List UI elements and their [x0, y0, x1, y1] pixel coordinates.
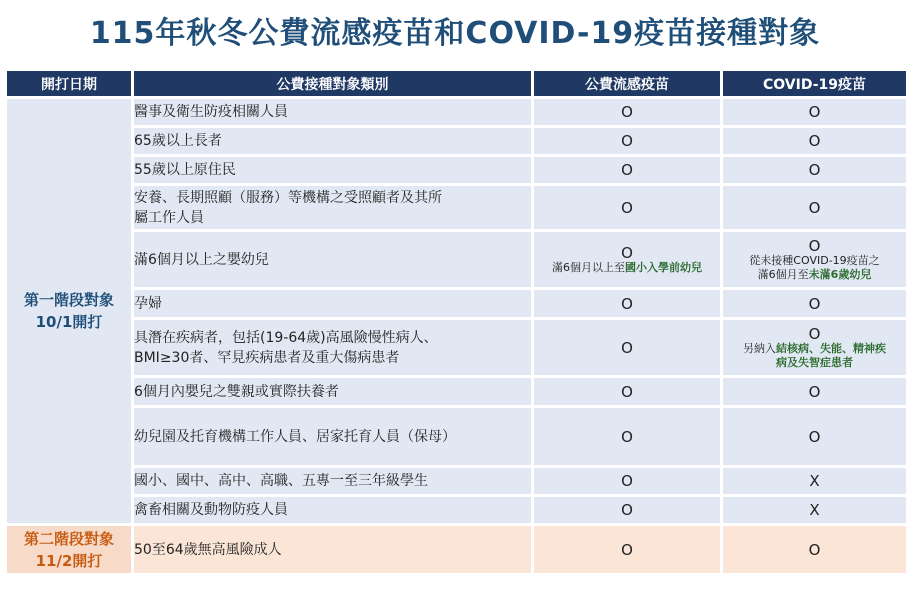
covid-mark: O [722, 289, 908, 319]
category-cell: 50至64歲無高風險成人 [133, 525, 533, 575]
category-cell: 國小、國中、高中、高職、五專一至三年級學生 [133, 467, 533, 496]
covid-mark: O [722, 377, 908, 407]
covid-note [723, 254, 906, 282]
covid-mark: O [722, 127, 908, 156]
table-row [6, 319, 908, 377]
table-row [6, 407, 908, 467]
header-covid: COVID-19疫苗 [722, 70, 908, 98]
header-row [6, 70, 908, 98]
phase1-label: 第一階段對象 [23, 291, 114, 309]
category-line: 安養、長期照顧（服務）等機構之受照顧者及其所 [134, 189, 442, 206]
flu-note [534, 261, 720, 275]
table-row [6, 377, 908, 407]
category-cell [133, 185, 533, 231]
flu-mark: O [533, 185, 722, 231]
category-cell [133, 319, 533, 377]
table-row [6, 156, 908, 185]
header-category: 公費接種對象類別 [133, 70, 533, 98]
covid-note-text: 從未接種COVID-19疫苗之 [749, 253, 880, 267]
phase2-cell [6, 525, 133, 575]
table-row [6, 467, 908, 496]
category-cell: 孕婦 [133, 289, 533, 319]
table-row [6, 231, 908, 289]
covid-mark: O [722, 156, 908, 185]
covid-note-highlight: 病及失智症患者 [776, 355, 853, 369]
header-date: 開打日期 [6, 70, 133, 98]
table-row [6, 127, 908, 156]
flu-mark: O [533, 98, 722, 127]
covid-note-text: 另納入 [743, 341, 776, 355]
page-title: 115年秋冬公費流感疫苗和COVID-19疫苗接種對象 [89, 16, 821, 51]
category-line: BMI≥30者、罕見疾病患者及重大傷病患者 [134, 349, 400, 366]
flu-note-highlight: 國小入學前幼兒 [625, 260, 702, 274]
table-row [6, 496, 908, 525]
category-cell: 滿6個月以上之嬰幼兒 [133, 231, 533, 289]
phase2-date: 11/2開打 [35, 551, 103, 570]
category-line: 具潛在疾病者，包括(19-64歲)高風險慢性病人、 [134, 329, 438, 346]
flu-mark: O [533, 496, 722, 525]
flu-mark: O [533, 156, 722, 185]
eligibility-table [4, 68, 909, 576]
phase2-label: 第二階段對象 [23, 529, 114, 548]
phase1-date: 10/1開打 [35, 313, 103, 331]
table-row [6, 98, 908, 127]
flu-mark: O [533, 467, 722, 496]
covid-mark: O [722, 525, 908, 575]
flu-mark: O [533, 289, 722, 319]
category-cell: 6個月內嬰兒之雙親或實際扶養者 [133, 377, 533, 407]
flu-mark: O [533, 407, 722, 467]
covid-mark: O [808, 324, 821, 343]
table-row [6, 525, 908, 575]
covid-note-text: 滿6個月至 [757, 267, 809, 281]
header-flu: 公費流感疫苗 [533, 70, 722, 98]
covid-mark: O [808, 236, 821, 255]
covid-note-highlight: 結核病、失能、精神疾 [776, 341, 886, 355]
flu-note-text: 滿6個月以上至 [552, 260, 625, 274]
flu-mark: O [533, 377, 722, 407]
flu-mark: O [533, 127, 722, 156]
covid-note [723, 342, 906, 370]
covid-cell [722, 319, 908, 377]
category-line: 屬工作人員 [134, 209, 204, 226]
phase1-cell [6, 98, 133, 525]
category-cell: 禽畜相關及動物防疫人員 [133, 496, 533, 525]
covid-mark: O [722, 407, 908, 467]
covid-mark: O [722, 98, 908, 127]
category-cell: 65歲以上長者 [133, 127, 533, 156]
category-cell: 幼兒園及托育機構工作人員、居家托育人員（保母） [133, 407, 533, 467]
category-cell: 醫事及衛生防疫相關人員 [133, 98, 533, 127]
covid-cell [722, 231, 908, 289]
flu-mark: O [533, 319, 722, 377]
table-row [6, 289, 908, 319]
category-cell: 55歲以上原住民 [133, 156, 533, 185]
covid-mark: X [722, 467, 908, 496]
covid-mark: X [722, 496, 908, 525]
flu-mark: O [621, 243, 633, 262]
covid-mark: O [722, 185, 908, 231]
covid-note-highlight: 未滿6歲幼兒 [808, 267, 872, 281]
flu-mark: O [533, 525, 722, 575]
flu-cell [533, 231, 722, 289]
table-row [6, 185, 908, 231]
